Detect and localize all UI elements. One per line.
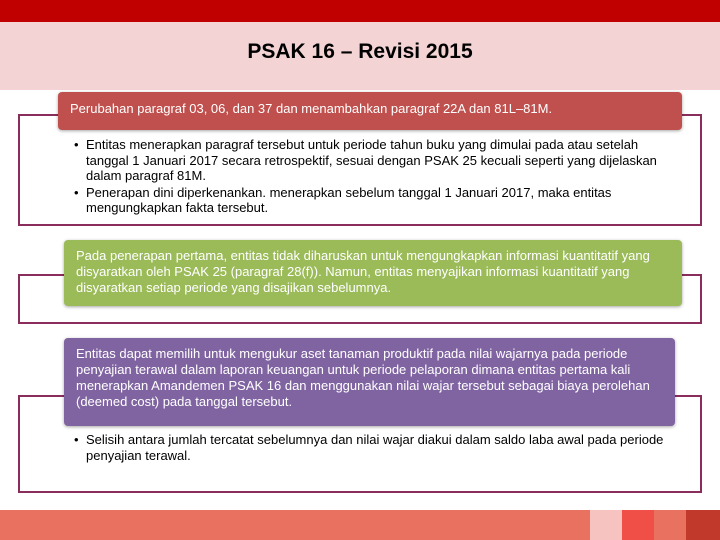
slide-title: PSAK 16 – Revisi 2015 — [247, 40, 473, 63]
bottom-bar-dark — [686, 510, 720, 540]
bullet-icon: • — [74, 432, 79, 447]
section2-text: Pada penerapan pertama, entitas tidak diharuskan untuk mengungkapkan informasi kuantitatif yang disyaratkan oleh PSAK 25 (paragraf 28(f)). Namun, entitas menyajikan informasi kuantitatif yang disyaratkan setiap periode yang disajikan sebelumnya. — [76, 248, 650, 295]
bottom-bar-main — [0, 510, 590, 540]
bottom-bar-light — [590, 510, 622, 540]
list-item: • Penerapan dini diperkenankan. menerapkan sebelum tanggal 1 Januari 2017, maka entitas mengungkapkan fakta tersebut. — [74, 184, 612, 215]
section1-heading-box — [58, 92, 682, 130]
section1-heading: Perubahan paragraf 03, 06, dan 37 dan menambahkan paragraf 22A dan 81L–81M. — [70, 101, 553, 116]
section3-text: Entitas dapat memilih untuk mengukur aset tanaman produktif pada nilai wajarnya pada periode penyajian terawal dalam laporan keuangan untuk periode pelaporan dimana entitas pertama kali menerapkan Amandemen PSAK 16 dan menggunakan nilai wajar tersebut sebagai biaya perolehan (deemed cost) pada tanggal tersebut. — [76, 346, 650, 409]
section3-box — [64, 338, 675, 426]
list-item: • Selisih antara jumlah tercatat sebelumnya dan nilai wajar diakui dalam saldo laba awal pada periode penyajian terawal. — [74, 432, 664, 463]
section1-bullets — [74, 137, 680, 217]
bullet-icon: • — [74, 137, 79, 152]
bottom-bar-accent — [654, 510, 686, 540]
top-accent-bar — [0, 0, 720, 22]
bullet-icon: • — [74, 184, 79, 200]
section3-bullets — [74, 432, 680, 464]
section2-box — [64, 240, 682, 306]
bottom-bar-red — [622, 510, 654, 540]
list-item: • Entitas menerapkan paragraf tersebut untuk periode tahun buku yang dimulai pada atau setelah tanggal 1 Januari 2017 secara retrospektif, sesuai dengan PSAK 25 kecuali seperti yang dijelaskan dalam paragraf 81M. — [74, 137, 657, 183]
